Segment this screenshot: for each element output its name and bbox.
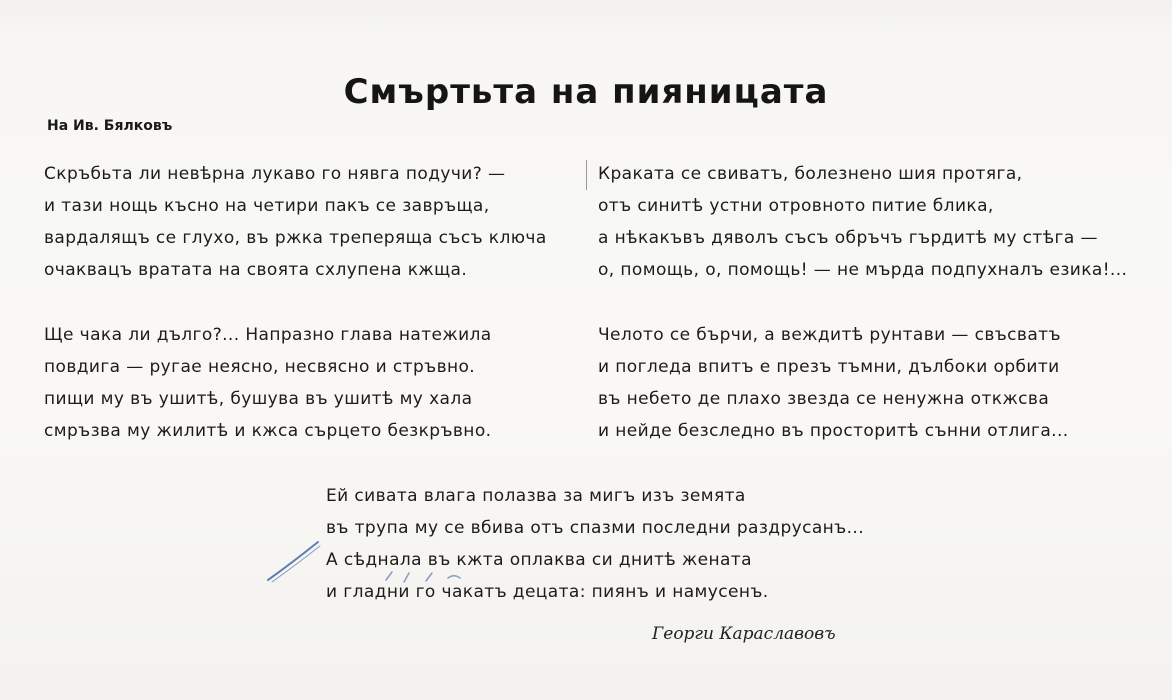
- poem-line: Челото се бърчи, а веждитѣ рунтави — свъсватъ: [598, 325, 1061, 345]
- poem-line: и тази нощь късно на четири пакъ се завръща,: [44, 196, 490, 216]
- poem-line: очаквацъ вратата на своята схлупена кжща.: [44, 260, 468, 280]
- poem-line: Ще чака ли дълго?... Напразно глава натежила: [44, 325, 492, 345]
- author-signature: Георги Караславовъ: [652, 624, 836, 644]
- poem-line: въ небето де плахо звезда се ненужна откжсва: [598, 389, 1050, 409]
- stanza-2: [598, 158, 1127, 286]
- poem-line: Краката се свиватъ, болезнено шия протяга,: [598, 164, 1023, 184]
- poem-title: Смъртьта на пияницата: [343, 72, 829, 112]
- poem-line: въ трупа му се вбива отъ спазми последни раздрусанъ...: [326, 518, 864, 538]
- poem-line: а нѣкакъвъ дяволъ съсъ обръчъ гърдитѣ му стѣга —: [598, 228, 1098, 248]
- poem-line: и погледа впитъ е презъ тъмни, дълбоки орбити: [598, 357, 1060, 377]
- poem-line: Ей сивата влага полазва за мигъ изъ земята: [326, 486, 746, 506]
- stanza-3: [44, 319, 492, 447]
- pencil-marks-icon: [382, 566, 482, 586]
- poem-line: Скръбьта ли невѣрна лукаво го нявга подучи? —: [44, 164, 506, 184]
- stanza-4: [598, 319, 1069, 447]
- stanza-1: [44, 158, 547, 286]
- pencil-scribble-icon: [262, 536, 322, 586]
- stanza-5: [326, 480, 864, 608]
- poem-line: пищи му въ ушитѣ, бушува въ ушитѣ му хала: [44, 389, 473, 409]
- poem-line: А сѣднала въ кжта оплаква си днитѣ жената: [326, 550, 752, 570]
- poem-line: отъ синитѣ устни отровното питие блика,: [598, 196, 994, 216]
- column-divider-mark: [586, 160, 587, 190]
- poem-line: смръзва му жилитѣ и кжса сърцето безкръвно.: [44, 421, 492, 441]
- poem-line: повдига — ругае неясно, несвясно и стръвно.: [44, 357, 476, 377]
- dedication: На Ив. Бялковъ: [47, 118, 173, 134]
- poem-line: и гладни го чакатъ децата: пиянъ и намусенъ.: [326, 582, 769, 602]
- poem-line: вардалящъ се глухо, въ ржка треперяща съсъ ключа: [44, 228, 547, 248]
- poem-line: о, помощь, о, помощь! — не мърда подпухналъ езика!...: [598, 260, 1128, 280]
- poem-line: и нейде безследно въ просторитѣ сънни отлига...: [598, 421, 1069, 441]
